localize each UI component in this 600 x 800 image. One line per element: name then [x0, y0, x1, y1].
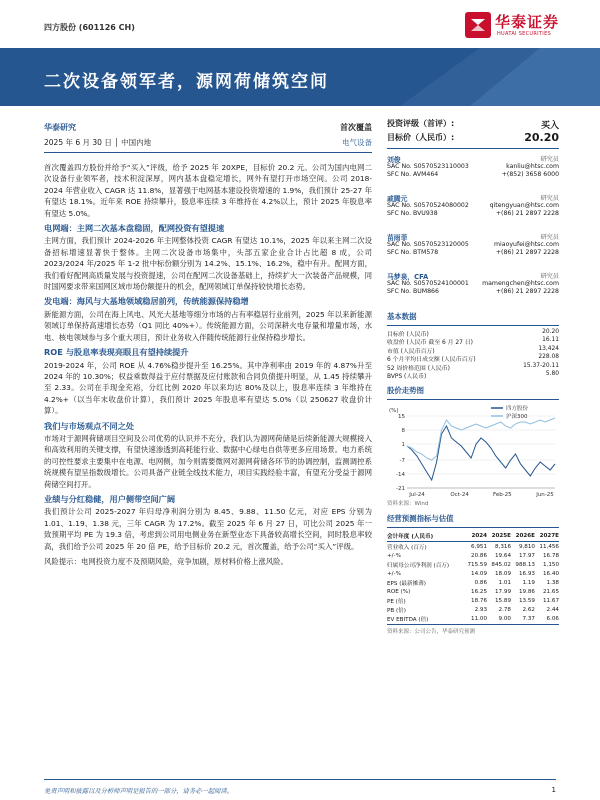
table-cell: 19.64: [494, 552, 511, 559]
huatai-logo-icon: [465, 12, 491, 38]
table-row: [387, 578, 559, 587]
analyst-sfc: SFC No. BUM866: [387, 288, 439, 295]
basic-data-key: 6 个月平均日成交额 (人民币百万): [387, 357, 476, 364]
analyst-phone: +(852) 3658 6000: [501, 171, 559, 178]
table-row-label: EPS (最新摊薄): [387, 580, 426, 587]
table-cell: 16.25: [471, 588, 488, 595]
series-line-1: [407, 418, 555, 460]
report-date: 2025 年 6 月 30 日 │ 中国内地: [44, 138, 152, 147]
title-banner: [0, 48, 600, 106]
x-tick-label: Jun-25: [536, 492, 554, 499]
price-chart-svg: [387, 402, 559, 498]
table-cell: 1.01: [498, 579, 511, 586]
table-row-label: +/-%: [387, 570, 401, 577]
table-cell: 13.59: [518, 597, 535, 604]
table-row: [387, 570, 559, 579]
section-heading: 发电端：海风与大基地领域稳居前列，传统能源保持稳增: [44, 296, 249, 307]
table-row-label: 营业收入 (百万): [387, 544, 427, 551]
section-heading: 电网端：主网二次基本盘稳固，配网投资有望提速: [44, 223, 225, 234]
table-row-label: EV EBITDA (倍): [387, 615, 463, 625]
basic-data-row: [387, 346, 559, 354]
table-row: [387, 542, 559, 552]
rating-value: 买入: [540, 121, 559, 131]
main-body: [44, 162, 372, 569]
analyst-role: 研究员: [540, 156, 559, 163]
intro-paragraph: 首次覆盖四方股份并给予“买入”评级，给予 2025 年 20XPE，目标价 20.2 元。公司为国内电网二次设备行业领军者，技术积淀深厚，网内基本盘稳定增长，网外有望打开市场空间。公司 2018-2024 年营业收入 CAGR 达 11.8%，显著强于电网基本建设投资增速的 1.9%，我们预计 25-27 年有望达 18.1%。近年来 ROE 持续攀升，股息率连续 3 年维持在 4.2%以上，预计 2025 年股息率有望达 5.0%。: [44, 163, 372, 218]
table-cell: 9.00: [487, 615, 511, 625]
section-paragraph: 主网方面，我们预计 2024-2026 年主网整体投资 CAGR 有望达 10.1%，2025 年以来主网二次设备招标增速显著快于整体。主网二次设备市场集中，头部五家企业合计占比超 8 成，公司 2023/2024 年/2025 年 1-2 批中标份额分别为 14.2%、15.1%、16.2%，稳中有升。配网方面，我们看好配网高质量发展与投资提速，公司在配网二次设备基础上，持续扩大一次装备产品规模，同时国网要求带来国网区域市场份额提升的机会，配网领域订单保持较快增长态势。: [44, 236, 372, 292]
target-row: [387, 132, 559, 146]
financial-source: 资料来源：公司公告，华泰研究预测: [387, 628, 476, 635]
table-cell: 1,150: [542, 561, 559, 568]
analyst-sfc: SFC No. BTM578: [387, 249, 439, 256]
table-cell: 1.38: [546, 579, 559, 586]
meta-row: [44, 122, 372, 134]
legend-label: 四方股份: [506, 406, 529, 413]
y-tick-label: -14: [396, 472, 405, 479]
table-cell: 715.59: [467, 561, 488, 568]
analyst-role: 研究员: [540, 234, 559, 241]
analyst-sfc: SFC No. BVU938: [387, 210, 438, 217]
x-tick-label: Jul-24: [409, 492, 425, 499]
coverage-type: 首次覆盖: [340, 123, 372, 132]
table-cell: 11,456: [539, 543, 559, 550]
table-row: [387, 588, 559, 597]
analyst-email[interactable]: mamengchen@htsc.com: [482, 280, 559, 287]
analyst-phone: +(86) 21 2897 2228: [495, 210, 559, 217]
table-header: 2026E: [511, 531, 535, 542]
table-cell: 18.76: [471, 597, 488, 604]
analyst-sfc: SFC No. AVM464: [387, 171, 439, 178]
y-tick-label: 1: [401, 442, 405, 449]
table-cell: 845.02: [491, 561, 511, 568]
table-cell: 8,316: [494, 543, 511, 550]
table-cell: 7.37: [511, 615, 535, 625]
basic-data-row: [387, 371, 559, 379]
table-row: [387, 596, 559, 605]
analyst-sac: SAC No. S0570523120005: [387, 241, 469, 248]
analyst-card: [387, 232, 559, 266]
section-heading: 业绩与分红稳健，用户侧带空间广阔: [44, 493, 176, 504]
analyst-name: 刘俊: [387, 156, 401, 164]
section-paragraph: 新能源方面，公司在海上风电、风光大基地等细分市场的占有率稳居行业前列，2025 年以来新能源领域订单保持高速增长态势（Q1 同比 40%+）。传统能源方面，公司深耕火电存量和增量市场，水电、核电领域参与多个重大项目，预计业务收入伴随传统能源行业保持稳步增长。: [44, 309, 372, 342]
report-type: 华泰研究: [44, 123, 76, 132]
y-tick-label: -21: [396, 486, 405, 493]
section-paragraph: 市场对于源网荷储项目空间及公司优势的认识并不充分，我们认为源网荷储是后续新能源大规模接入和高效利用的关键支撑，有望快速渗透到高耗能行业、数据中心绿电自供等更多应用场景。电力系统的可控性要求主要集中在电源、电网侧，加今则需要微网对源网荷储各环节的协调控制，监测调控系统规模有望呈指数级增长。公司具备产业链全线技术能力，项目实践经验丰富，有望充分受益于源网荷储空间打开。: [44, 433, 372, 489]
rating-row: [387, 118, 559, 132]
basic-data-value: 228.08: [538, 354, 559, 361]
divider: [44, 152, 372, 153]
table-cell: 19.86: [518, 588, 535, 595]
analyst-card: [387, 193, 559, 227]
table-row-label: 归属母公司净利润 (百万): [387, 562, 450, 569]
table-cell: 1.19: [522, 579, 535, 586]
basic-data-key: 收盘价 (人民币 截至 6 月 27 日): [387, 340, 473, 347]
analyst-card: [387, 271, 559, 305]
table-header: 2024: [463, 531, 487, 542]
section-paragraph: 2019-2024 年，公司 ROE 从 4.76%稳步提升至 16.25%。其中净利率由 2019 年的 4.87%升至 2024 年的 10.30%；权益乘数得益于应付票据及应付账款和合同负债提升明显，从 1.45 持续攀升至 2.33。公司在手现金充裕，分红比例 2020 年以来均达 80%及以上，股息率连续 3 年维持在 4.2%+（以当年末收盘价计算），我们预计 2025 年股息率有望达 5.0%（以 250627 收盘价计算）。: [44, 360, 372, 416]
basic-data-row: [387, 329, 559, 337]
basic-data-key: 目标价 (人民币): [387, 332, 429, 338]
table-header: 2025E: [487, 531, 511, 542]
table-row-label: PE (倍): [387, 598, 406, 605]
target-value: 20.20: [524, 131, 559, 144]
table-cell: 2.78: [498, 607, 511, 614]
financial-table-title: 经营预测指标与估值: [387, 513, 559, 528]
table-cell: 18.09: [494, 570, 511, 577]
x-tick-label: Oct-24: [450, 492, 469, 499]
top-bar: [0, 0, 600, 50]
table-cell: 988.13: [515, 561, 535, 568]
table-row-label: +/-%: [387, 552, 401, 559]
table-cell: 14.09: [471, 570, 488, 577]
footer-divider: [44, 779, 556, 780]
basic-data-title: 基本数据: [387, 311, 559, 326]
analyst-role: 研究员: [540, 195, 559, 202]
industry: 电气设备: [342, 138, 372, 147]
basic-data-value: 13,424: [538, 345, 559, 352]
logo-subtext: HUATAI SECURITIES: [497, 31, 551, 37]
table-cell: 11.67: [542, 597, 559, 604]
divider: [387, 148, 559, 149]
logo-text: 华泰证券: [495, 13, 560, 31]
target-label: 目标价（人民币）:: [387, 133, 455, 142]
page-number: 1: [551, 786, 556, 794]
table-cell: 17.99: [494, 588, 511, 595]
table-header: 会计年度 (人民币): [387, 531, 463, 542]
analyst-email[interactable]: kanliu@htsc.com: [506, 163, 559, 170]
report-title: 二次设备领军者，源网荷储筑空间: [44, 72, 329, 92]
analyst-name: 戚腾元: [387, 195, 408, 203]
table-row: [387, 615, 559, 625]
chart-source: 资料来源：Wind: [387, 501, 429, 508]
table-header: 2027E: [535, 531, 559, 542]
analyst-email[interactable]: miaoyufei@htsc.com: [494, 241, 559, 248]
footer: [0, 779, 600, 800]
basic-data-row: [387, 363, 559, 371]
analyst-sac: SAC No. S0570524100001: [387, 280, 469, 287]
basic-data-key: 52 周价格范围 (人民币): [387, 365, 450, 372]
table-cell: 6,951: [471, 543, 488, 550]
table-cell: 11.00: [463, 615, 487, 625]
basic-data-row: [387, 354, 559, 362]
y-tick-label: -7: [399, 458, 405, 465]
analyst-sac: SAC No. S0570524080002: [387, 202, 469, 209]
basic-data-value: 5.80: [545, 370, 559, 377]
y-axis-unit-label: (%): [389, 408, 399, 415]
basic-data-value: 15.37-20.11: [523, 362, 559, 369]
y-tick-label: 8: [401, 428, 405, 435]
price-chart: [387, 402, 559, 498]
meta-row-date: [44, 137, 372, 149]
table-cell: 2.62: [522, 607, 535, 614]
analyst-name: 苗雨菲: [387, 234, 408, 242]
basic-data-key: 市值 (人民币百万): [387, 348, 435, 355]
analyst-name: 马梦泉，CFA: [387, 273, 429, 281]
table-cell: 15.89: [494, 597, 511, 604]
analyst-sac: SAC No. S0570523110003: [387, 163, 469, 170]
table-cell: 20.86: [471, 552, 488, 559]
basic-data-key: BVPS (人民币): [387, 373, 427, 380]
table-row-label: PB (倍): [387, 608, 406, 615]
table-cell: 0.86: [474, 579, 488, 586]
price-chart-title: 股价走势图: [387, 385, 559, 400]
rating-label: 投资评级（首评）:: [387, 119, 455, 128]
y-tick-label: 15: [398, 414, 405, 421]
analyst-card: [387, 154, 559, 188]
analyst-role: 研究员: [540, 273, 559, 280]
stock-name: 四方股份 (601126 CH): [44, 23, 135, 32]
analyst-phone: +(86) 21 2897 2228: [495, 288, 559, 295]
risk-warning: 风险提示：电网投资力度不及预期风险，竞争加剧，原材料价格上涨风险。: [44, 557, 288, 566]
table-row: [387, 605, 559, 614]
table-cell: 16.93: [518, 570, 535, 577]
section-heading: 我们与市场观点不同之处: [44, 420, 135, 431]
section-heading: ROE 与股息率表现亮眼且有望持续提升: [44, 347, 189, 358]
disclaimer-text: 免责声明和披露以及分析师声明是报告的一部分，请务必一起阅读。: [44, 788, 233, 795]
table-cell: 6.06: [535, 615, 559, 625]
table-header-row: [387, 531, 559, 542]
x-tick-label: Feb-25: [492, 492, 512, 499]
table-row: [387, 552, 559, 561]
table-row: [387, 560, 559, 569]
banner-decoration-icon: [340, 48, 600, 106]
financial-table: [387, 531, 559, 625]
basic-data-value: 16.11: [542, 337, 559, 344]
section-paragraph: 我们预计公司 2025-2027 年归母净利润分别为 8.45、9.88、11.50 亿元，对应 EPS 分别为 1.01、1.19、1.38 元，三年 CAGR 为 17.2%。截至 2025 年 6 月 27 日，可比公司 2025 年一致预期平均 PE 为 19.3 倍，考虑到公司用电侧业务在新型业态下具备较高增长空间，同时股息率较高，我们给予公司 2025 年 20 倍 PE，给予目标价 20.2 元，首次覆盖，给予公司“买入”评级。: [44, 507, 372, 551]
analyst-phone: +(86) 21 2897 2228: [495, 249, 559, 256]
sidebar: [387, 118, 559, 635]
analyst-email[interactable]: qitengyuan@htsc.com: [489, 202, 559, 209]
table-cell: 17.97: [518, 552, 535, 559]
basic-data-list: [387, 329, 559, 379]
table-cell: 9,810: [518, 543, 535, 550]
legend-label: 沪深300: [506, 414, 528, 421]
financial-table-body: [387, 542, 559, 625]
table-cell: 16.78: [542, 552, 559, 559]
table-cell: 2.44: [546, 607, 559, 614]
table-cell: 2.93: [474, 607, 488, 614]
table-cell: 21.65: [542, 588, 559, 595]
basic-data-value: 20.20: [542, 329, 559, 335]
table-row-label: ROE (%): [387, 588, 411, 595]
basic-data-row: [387, 337, 559, 345]
table-cell: 16.40: [542, 570, 559, 577]
series-line-0: [407, 426, 555, 480]
